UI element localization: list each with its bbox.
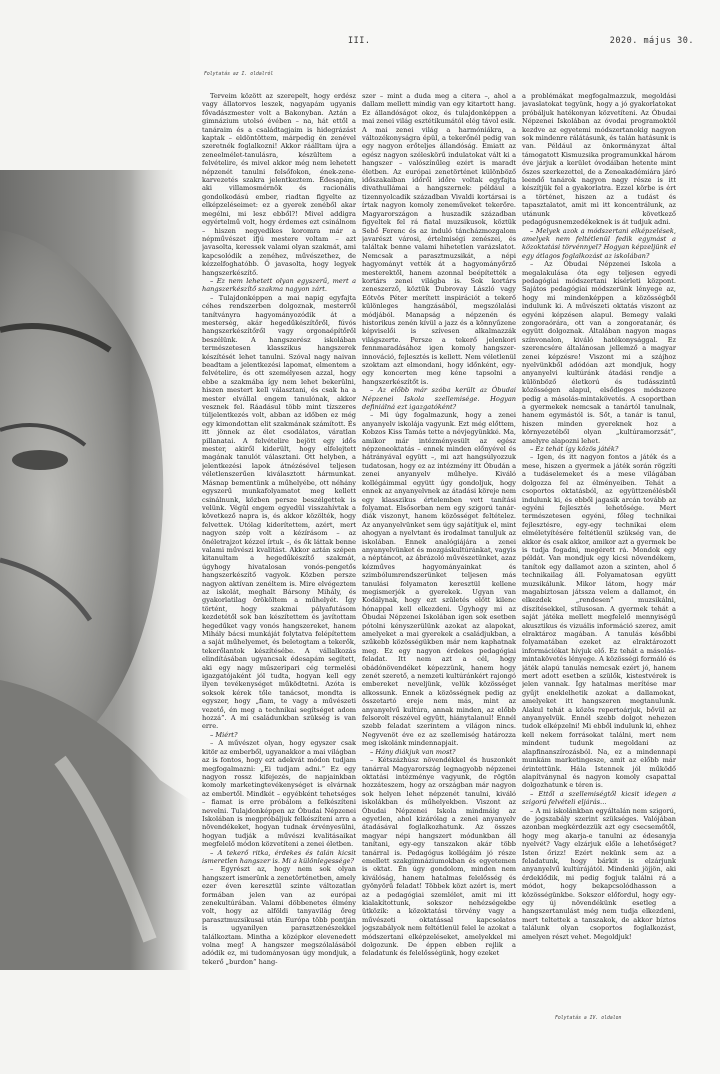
interview-question: – Az előbb már szóba került az Óbudai Népzenei Iskola szellemisége. Hogyan definiálná ezt igazgatóként? bbox=[362, 386, 516, 412]
page-number: III. bbox=[348, 36, 371, 46]
article-paragraph: – Az Óbudai Népzenei Iskola a megalakulása óta egy teljesen egyedi pedagógiai módszertani kísérleti központ. Sajátos pedagógiai módszerünk lényege az, hogy mi mindenképpen a közösségből indulunk ki. A művészeti oktatás viszont az egyéni képzésen alapul. Bemegy valaki zongoraórára, ott van a zongoratanár, és együtt dolgoznak. Általában nagyon magas színvonalon, kiváló hatékonysággal. Ez szerencsére általánosan jellemző a magyar zenei képzésre! Viszont mi a szájhoz nyelvünkből adódóan azt mondjuk, hogy anyanyelvi kultúránk átadási rendje a különböző életkorú és tudásszintű közösségen alapul, elsődleges módszere pedig a másolás-mintakövetés. A csoportban a gyermekek nemcsak a tanártól tanulnak, hanem egymástól is. Sőt, a tanár is tanul, hiszen minden gyereknek hoz a környezetéből olyan „kultúramorzsát”, amelyre alapozni lehet. bbox=[522, 260, 676, 445]
article-paragraph: – Egyrészt az, hogy nem sok olyan hangszert ismerünk a zenetörténetben, amely ezer éven keresztül szinte változatlan formában jelen van az európai zenekultúrában. Valami döbbenetes élmény volt, hogy az alföldi tanyavilág őreg parasztmuzsikusai után Európa több pontján is ugyanilyen parasztzenészekkel találkoztam. Mintha a középkor elevenedett volna meg! A hangszer megszólalásából adódik ez, mi tudományosan úgy mondjuk, a tekerő „burdon” hang- bbox=[202, 865, 356, 966]
article-paragraph: – Igen, és itt nagyon fontos a játék és a mese, hiszen a gyermek a játék során rögzíti a tudáselemeket és a mese világában dolgozza fel az élményeiben. Tehát a csoportos oktatásból, az együttzenélésből indulunk ki, és ebből jagasik arcán tovább az egyéni fejlesztés lehetősége. Mert természetesen egyéni, főleg technikai fejlesztésre, egy-egy technikai elem elméletyítésére feltétlenül szükség van, de akkor és csak akkor, amikor azt a gyermek be is tudja fogadni, megérett rá. Mondok egy példát. Van mondjuk egy kicsi növendékem, tanítok egy dallamot azon a szinten, ahol ő technikailag áll. Folyamatosan együtt muzsikálunk. Mikor látom, hogy már magabiztosan játssza velem a dallamot, én elkezdek „rendesen” muzsikálni, díszítésekkel, stílusosan. A gyermek tehát a saját játéka mellett megfelelő mennyiségű akusztikus és vizuális információ szerez, amit elraktároz magában. A tanulás későbbi folyamatában ezeket az elraktározott információkat hívjuk elő. Ez tehát a másolás-mintakövetés lényege. A közösségi formáló és játék alapú tanulás nemcsak ezért jó, hanem mert adott esetben a szülők, kistestvérek is jelen vannak. Így hatalmas merítése mar gyűjt eneklelhetik azokat a dallamokat, amelyeket itt hangszeren megtanulunk. Alakul tehát a közös repertoárjuk, bővül az anyanyelvük. Ennél szebb dolgot nehezen tudok elképzelni! Mi ebből indulunk ki, ehhez kell nekem forrásokat találni, mert nem mindent tudunk megoldani az alapfinanszírozásból. Na, ez a mindennapi munkám marketingesze, amit az előbb már érintettünk. Hála Istennek jól működő alapítványnal és nagyon komoly csapattal dolgozhatunk e téren is. bbox=[522, 453, 676, 790]
article-column-1 bbox=[202, 92, 356, 1022]
article-paragraph: – Mi úgy fogalmazunk, hogy a zenei anyanyelv iskolája vagyunk. Ezt még előttem, Kobzos Kiss Tamás tette a névjegyünkké. Ma, amikor már intézményesült az egész népzeneoktatás – ennek minden előnyével és hátrányával együtt –, mi azt hangsúlyozzuk tudatosan, hogy ez az intézmény itt Óbudán a zenei anyanyelv műhelye. Kiváló kollégáimmal együtt úgy gondoljuk, hogy ennek az anyanyelvnek az átadási köreje nem egy klasszikus értelemben vett tanítási folyamat. Elsősorban nem egy szigorú tanár-diák viszonyt, hanem közösséget feltételez. Az anyanyelvünket sem úgy sajátítjuk el, mint ahogyan a nyelvtant és irodalmat tanuljuk az iskolában. Ennek analógiájára a zenei anyanyelvünket és mozgáskultúránkat, vagyis a néptáncot, az ábrázoló művészetünket, azaz kézműves hagyományainkat és szimbólumrendszerünket teljesen más tanulási folyamaton keresztül kellene megismerjék a gyerekek. Ugyan van Kodálynak, hogy ezt születés előtt kilenc hónappal kell elkezdeni. Úgyhogy mi az Óbudai Népzenei Iskolában igen sok esetben pótolni kényszerülünk azokat az alapokat, amelyeket a mai gyerekek a családjukban, a szűkebb közösségükben már nem kaphatnak meg. Ez egy nagyon érdekes pedagógiai feladat. Itt nem azt a cél, hogy obádónövendéket képezzünk, hanem hogy zenét szerető, a nemzeti kultúránkért rajongó embereket neveljünk, velük közösséget alkossunk. Ennek a közösségnek pedig az összetartó ereje nem más, mint az anyanyelvű kultúra, annak minden, az előbb felsorolt részével együtt, hiánytalanul! Ennél szebb feladat szerintem a világon nincs. Negyvenöt éve ez az szellemiség határozza meg iskolánk mindennapjait. bbox=[362, 411, 516, 748]
article-paragraph: a problémákat megfogalmazzuk, megoldási javaslatokat tegyünk, hogy a jó gyakorlatokat próbáljuk hatékonyan közvetíteni. Az Óbudai Népzenei Iskolában az óvodai programoktól kezdve az egyetemi módszertanokig nagyon sok mindenre rálátásunk, és talán hatásunk is van. Például az önkormányzat által támogatott Kismuzsika programunkkal három éve járjuk a kerület óvodáiban hetente mint őszes szerkezettel, de a Zeneakadémiára járó leendő tanárok nagyon nagy része is itt készítjük fel a gyakorlatra. Ezzel körbe is ért a történet, hiszen az a tudást és tapasztalatot, amit mi itt koncentrálunk, az utánunk következő pedagógusnemzedékeknek is át tudjuk adni. bbox=[522, 92, 676, 227]
continued-on-note: Folytatás a IV. oldalon bbox=[555, 1016, 622, 1021]
interview-question: – Hány diákjuk van most? bbox=[370, 747, 456, 756]
article-paragraph: – A mi iskolánkban egyáltalán nem szigorú, de jogszabály szerint szükséges. Valójában azonban megkérdezzük azt egy csecsemőtől, hogy meg akarja-e tanulni az édesanyja nyelvét? Vagy elzárjuk előle a lehetőséget? Isten őrizz! Ezért nekünk sem az a feladatunk, hogy bárkit is elzárjunk anyanyelvű kultúrájától. Mindenki jöjjön, aki érdeklődik, mi pedig fogjuk találni rá a módot, hogy bekapcsolódhasson a közösségünkbe. Sokszor előfordul, hogy egy-egy új növendékünk esetleg a hangszertanulást még nem tudja elkezdeni, mert teltettek a tanszakok, de akkor bíztos találunk olyan csoportos foglalkozást, amelyen részt vehet. Megoldjuk! bbox=[522, 806, 676, 941]
interview-question: – Miért? bbox=[210, 730, 238, 739]
page-header bbox=[334, 36, 694, 48]
interview-question: – Ez tehát így közös játék? bbox=[530, 445, 619, 454]
portrait-photo bbox=[0, 0, 190, 1074]
article-paragraph: – A művészet olyan, hogy egyszer csak kitör az emberből, ugyanakkor a mai világban az is fontos, hogy ezt adekvát módon tudjam megfogalmazni: „Ei tudjam adni.” Ez egy nagyon rossz kifejezés, de napjainkban komoly marketingtevékenységet is elvárnak az embertől. Mindkét – egyébként tehetséges – fiamat is erre próbálom a felkészíteni nevelni. Tulajdonképpen az Óbudai Népzenei Iskolában is megpróbáljuk felkészíteni arra a növendékeket, hogyan tudnak érvényesülni, hogyan tudják a művészi kvalitásaikat megfelelő módon közvetíteni a zenei életben. bbox=[202, 739, 356, 849]
interview-question: – Ez nem lehetett olyan egyszerű, mert a hangszerkészítő szakma nagyon zárt. bbox=[202, 276, 356, 294]
continued-from-note: Folytatás az I. oldalról bbox=[204, 72, 274, 77]
article-paragraph: szer – mint a duda meg a citera –, ahol a dallam mellett mindig van egy kitartott hang. Ez állandóságot okoz, és tulajdonképpen a mai zenei világ esztétikumától elég távol esik. A mai zenei világ a harmóniákra, a változékonyságra épül, a tekerőnél pedig van egy nagyon erőteljes állandóság. Emiatt az egész nagyon széleskörű indulatokat vált ki a hangszer – valószínűleg ezért is maradt életben. Az európai zenetörténet különböző időszakaiban időről időre voltak egyfajta divathullámai a hangszernek: például a tizennyolcadik században Vivaldi kortársai is írtak nagyon komoly zeneműveket tekerőre. Magyarországon a huszadik században figyeltek fel rá fiatal muzsikusok, köztük Sebő Ferenc és az induló táncházmozgalom javarészt városi, értelmiségi zenészei, és találtak benne valami hihetetlen varázslatot. Nemcsak a parasztmuzsikát, a népi hagyományt vették át a hagyományőrző mesterektől, hanem azonnal beépítették a kortárs zenei világba is. Sok kortárs zeneszerző, köztük Dubrovay László vagy Eötvös Péter merített inspirációt a tekerő különleges hangzásából, megszólalási módjából. Manapság a népzenén és historikus zenén kívül a jazz és a könnyűzene képviselői is szívesen alkalmazzák világszerte. Persze a tekerő jelenkori fennmaradásához igen komoly hangszer-innováció, fejlesztés is kellett. Nem véletlenül szoktam azt elmondani, hogy időnként, egy-egy koncerten meg kéne tapsolni a hangszerkészítőt is. bbox=[362, 92, 516, 386]
interview-question: – Ettől a szellemiségtől kicsit idegen a szigorú felvételi eljárás… bbox=[522, 789, 676, 807]
issue-date: 2020. május 30. bbox=[609, 36, 694, 46]
article-paragraph: – Tulajdonképpen a mai napig egyfajta céhes rendszerben dolgoznak, mesterről tanítványra hagyományozódik át a mesterség, akár hegedűkészítőről, fúvós hangszerkészítőről vagy orgonaépítőről beszélünk. A hangszerész iskolában természetesen klasszikus hangszerek készítését lehet tanulni. Szóval nagy naivan beadtam a jelentkezési lapomat, elmentem a felvételire, és ott személyesen azzal, hogy ebbe a szakmába így nem lehet bekerülni, hiszen mestert kell választani, és csak ha a mester elvállal engem tanulónak, akkor vesznek fel. Ráadásul több mint tízszeres túljelentkezés volt, abban az időben ez még egy kimondottan elit szakmának számított. És itt jönnek az élet csodálatos, váratlan pillanatai. A felvételire bejött egy idős mester, akiről kiderült, hogy elfelejtett magának tanulót választani. Ott helyben, a jelentkezési lapok átnézésével teljesen véletlenszerűen kiválasztott hármunkat. Másnap bementünk a műhelyébe, ott néhány egyszerű munkafolyamatot meg kellett csinálnunk, közben persze beszélgettek is velünk. Végül engem egyedül visszahívtak a következő napra is, és akkor közölték, hogy felvettek. Utólag kiderítettem, azért, mert nagyon szép volt a kézírásom – az önéletrajzot kézzel írtuk –, és ők láttak benne valami művészi kvalitást. Akkor aztán szépen kitanultam a hegedűkészítő szakmát, úgyhogy hivatalosan vonós-pengetős hangszerkészítő vagyok. Közben persze nagyon aktívan zenéltem is. Mire elvégeztem az iskolát, meghalt Bársony Mihály, és gyakorlatilag örököltem a műhelyét. Így történt, hogy szakmai pályafutásom kezdetétől sok ban készítettem és javítottam hegedűket vagy vonós hangszereket, hanem Mihály bácsi munkáját folytatva felépítettem a saját műhelyemet, és beletogtam a tekerők, tekerőlantok készítésébe. A vállalkozás elindításában ugyancsak édesapám segített, aki egy nagy műszeripari cég termelési igazgatójaként jól tudta, hogyan kell egy ilyen tevékenységet működtetni. Azóta is soksok kérek tőle tanácsot, mondta is egyszer, hogy „fiam, te vagy a művészeti vezető, én meg a technikai segítséget adom hozzá”. A mi családunkban szükség is van erre. bbox=[202, 293, 356, 731]
interview-question: – Melyek azok a módszertani elképzelések, amelyek nem feltétlenül fedik egymást a közoktatási törvénnyel? Hogyan képzeljünk el egy átlagos foglalkozást az iskolában? bbox=[522, 226, 676, 260]
article-paragraph: – Kétszázhúsz növendékkel és huszonkét tanárral Magyarország legnagyobb népzenei oktatási intézménye vagyunk, de rögtön hozzáteszem, hogy az országban már nagyon sok helyen lehet népzenét tanulni, kiváló iskolákban és műhelyekben. Viszont az Óbudai Népzenei Iskola mindmáig az egyetlen, ahol kizárólag a zenei anyanyelv átadásával foglalkozhatunk. Az összes magyar népi hangszert módunkban áll tanítani, egy-egy tanszakon akár több tanárral is. Pedagógus kollégáim jó része emellett szakgimnáziumokban és egyetemen is oktat. Én úgy gondolom, minden nem kiválóság, hanem hatalmas felelősség és gyönyörű feladat! Többek közt azért is, mert az a pedagógiai szemlélet, amit mi itt kialakítottunk, sokszor nehézségekbe ütközik: a közoktatási törvény vagy a művészeti oktatással kapcsolatos jogszabályok nem feltétlenül felel le azokat a módszertani elképzeléseket, amelyekkel mi dolgozunk. De éppen ebben rejlik a feladatunk és felelősségünk, hogy ezeket bbox=[362, 756, 516, 958]
article-paragraph: Terveim között az szerepelt, hogy erdész vagy állatorvos leszek, nagyapám ugyanis fővadászmester volt a Bakonyban. Aztán a gimnázium utolsó évében – na, hát ettől a tanáraim és a családtagjaim is hidegrázást kaptak – eldöntöttem, márpedig én zenével szeretnék foglalkozni! Akkor ráálltam újra a zeneelmélet-tanulásra, készültem a felvételire, és mivel akkor még nem lehetett népzenét tanulni felsőfokon, ének-zene-karvezetés szakra jelentkeztem. Édesapám, aki villamosmérnök és racionális gondolkodású ember, riadtan figyelte az elképzeléseimet: ez a gyerek zenéből akar megélni, mi lesz ebből?! Mivel addigra egyértelmű volt, hogy érdemes ezt csinálnom – hiszen negyedikes koromra már a népművészet ifjú mestere voltam – azt javasolta, keressek valami olyan szakmát, ami kapcsolódik a zenéhez, művészethez, de kézzelfoghatóbb. Ő javasolta, hogy legyek hangszerkészítő. bbox=[202, 92, 356, 277]
article-column-3 bbox=[522, 92, 676, 1022]
interview-question: – A tekerő ritka, érdekes és talán kicsit ismeretlen hangszer is. Mi a különlegessége? bbox=[202, 848, 356, 865]
article-column-2 bbox=[362, 92, 516, 1022]
